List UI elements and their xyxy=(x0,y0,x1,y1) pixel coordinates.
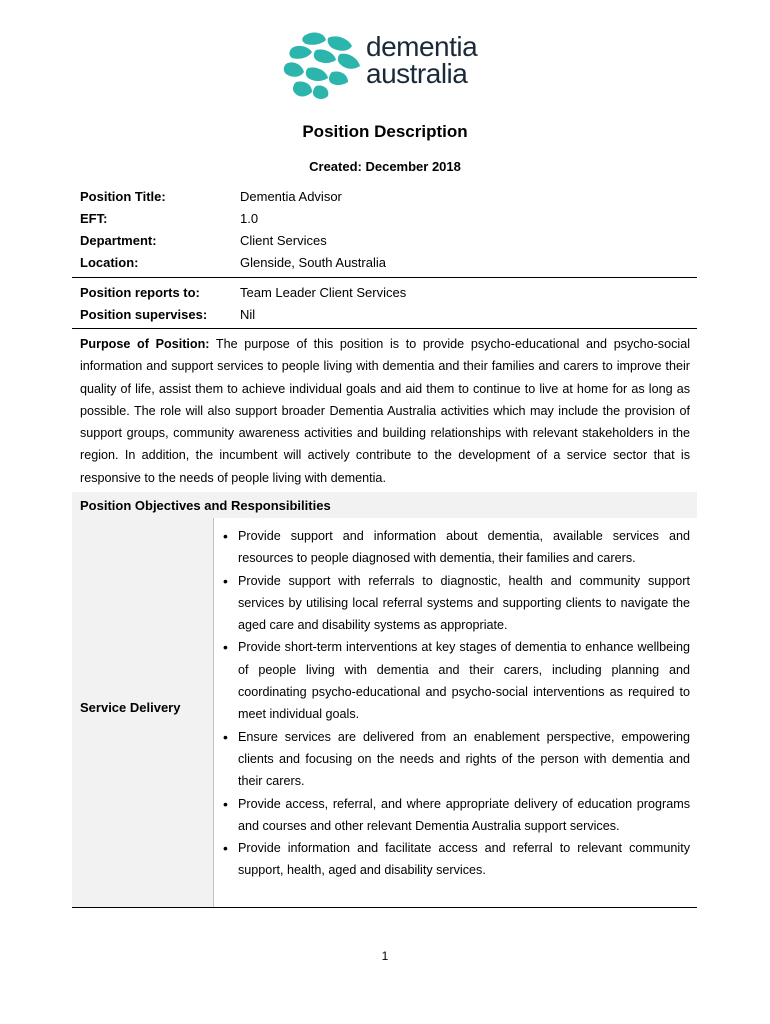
detail-label: Position supervises: xyxy=(80,307,208,322)
page-number: 1 xyxy=(381,949,389,963)
objectives-heading: Position Objectives and Responsibilities xyxy=(80,498,331,513)
logo-wordmark: dementia australia xyxy=(366,31,478,89)
objectives-heading-row xyxy=(72,492,697,518)
detail-value: Dementia Advisor xyxy=(240,189,342,204)
divider xyxy=(72,328,697,329)
detail-value: 1.0 xyxy=(240,211,259,226)
dementia-australia-logo xyxy=(282,30,492,102)
purpose-text: The purpose of this position is to provide psycho-educational and psycho-social information and support services to people living with dementia and their families and carers to improve their quality of life, assist them to achieve individual goals and aid them to continue to live at home for as long as possible. The role will also support broader Dementia Australia activities which may include the provision of support groups, community awareness activities and building relationships with relevant stakeholders in the region. In addition, the incumbent will actively contribute to the development of a service sector that is responsive to the needs of people living with dementia. xyxy=(80,337,691,485)
purpose-paragraph xyxy=(80,333,690,489)
detail-label: Position reports to: xyxy=(80,285,200,300)
detail-label: EFT: xyxy=(80,211,108,226)
detail-value: Client Services xyxy=(240,233,327,248)
detail-value: Team Leader Client Services xyxy=(240,285,407,300)
list-item: • Provide support with referrals to diagnostic, health and community support services by utilising local referral systems and supporting clients to navigate the aged care and disability systems as appropriate. xyxy=(222,570,690,637)
detail-value: Nil xyxy=(240,307,256,322)
list-item: • Provide short-term interventions at key stages of dementia to enhance wellbeing of people living with dementia and their carers, including planning and coordinating psycho-educational and psycho-social interventions as required to meet individual goals. xyxy=(222,636,690,725)
created-date: Created: December 2018 xyxy=(309,159,461,174)
list-item: • Provide information and facilitate access and referral to relevant community support, health, aged and disability services. xyxy=(222,837,690,882)
list-item: • Provide support and information about dementia, available services and resources to people diagnosed with dementia, their families and carers. xyxy=(222,525,690,570)
detail-value: Glenside, South Australia xyxy=(240,255,386,270)
divider xyxy=(72,907,697,908)
detail-label: Position Title: xyxy=(80,189,166,204)
responsibilities-list xyxy=(222,525,690,882)
service-delivery-label: Service Delivery xyxy=(80,700,181,715)
purpose-label: Purpose of Position: xyxy=(80,337,210,351)
divider xyxy=(72,277,697,278)
detail-label: Department: xyxy=(80,233,157,248)
page-title: Position Description xyxy=(302,122,468,141)
column-divider xyxy=(213,518,214,907)
brain-logo-icon xyxy=(282,30,362,102)
list-item: • Provide access, referral, and where appropriate delivery of education programs and courses and other relevant Dementia Australia support services. xyxy=(222,793,690,838)
detail-label: Location: xyxy=(80,255,139,270)
list-item: • Ensure services are delivered from an enablement perspective, empowering clients and focusing on the needs and rights of the person with dementia and their carers. xyxy=(222,726,690,793)
